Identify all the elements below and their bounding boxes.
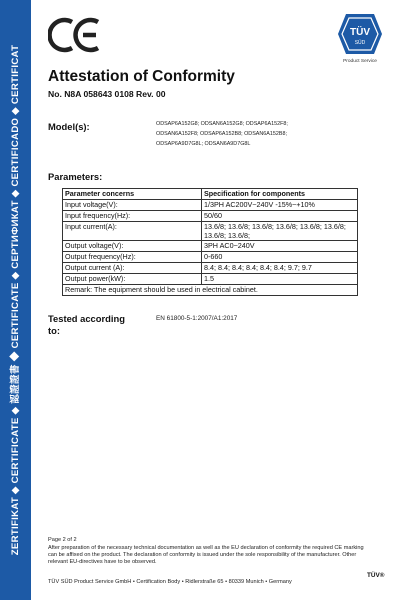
models-label: Model(s):: [48, 121, 90, 132]
tuv-logo-caption: Product Service: [343, 59, 377, 64]
model-item: ODSAP6A152B8;: [200, 131, 243, 137]
parameter-value-cell: 50/60: [202, 211, 358, 222]
parameters-label: Parameters:: [48, 171, 103, 182]
parameter-value-cell: 8.4; 8.4; 8.4; 8.4; 8.4; 8.4; 9.7; 9.7: [202, 263, 358, 274]
parameter-value-cell: 1.5: [202, 274, 358, 285]
table-row: [63, 274, 358, 285]
document-title: Attestation of Conformity: [48, 68, 235, 85]
table-row: [63, 222, 358, 241]
table-row: [63, 211, 358, 222]
parameter-name-cell: Input current(A):: [63, 222, 202, 241]
parameter-name-cell: Input voltage(V):: [63, 200, 202, 211]
footer-note: After preparation of the necessary technical documentation as well as the EU declaration of conformity the required CE marking can be affixed on the product. The declaration of conformity is issued under the sole responsibility of the manufacturer. Other relevant EU-directives have to be observed.: [48, 545, 364, 565]
model-item: ODSAP6A152G8;: [156, 121, 200, 127]
model-item: ODSAN6A152G8;: [200, 121, 245, 127]
parameter-name-cell: Output frequency(Hz):: [63, 252, 202, 263]
parameter-name-cell: Input frequency(Hz):: [63, 211, 202, 222]
parameter-value-cell: 3PH AC0~240V: [202, 241, 358, 252]
table-row: [63, 200, 358, 211]
tuv-sud-logo: [336, 12, 384, 56]
parameter-name-cell: Output current (A):: [63, 263, 202, 274]
tested-standard: EN 61800-5-1:2007/A1:2017: [156, 315, 238, 322]
table-row: [63, 263, 358, 274]
ce-mark-logo: [48, 16, 104, 54]
table-header-cell: Parameter concerns: [63, 189, 202, 200]
document-number: No. N8A 058643 0108 Rev. 00: [48, 89, 166, 99]
model-item: ODSAN6A152B8;: [244, 131, 287, 137]
tuv-logo-text: TÜV: [350, 27, 370, 38]
side-band-text: ZERTIFIKAT ◆ CERTIFICATE ◆ 認證證書 ◆ CERTIFICATE ◆ СЕРТИФИКАТ ◆ CERTIFICADO ◆ CERTIFICAT: [10, 44, 21, 556]
model-item: ODSAP6A9D7G8L;: [156, 141, 204, 147]
table-header-row: [63, 189, 358, 200]
model-item: ODSAN6A9D7G8L: [204, 141, 251, 147]
parameter-value-cell: 1/3PH AC200V~240V -15%~+10%: [202, 200, 358, 211]
certificate-side-band: [0, 0, 31, 600]
parameter-value-cell: 0-660: [202, 252, 358, 263]
remark-cell: Remark: The equipment should be used in electrical cabinet.: [63, 285, 358, 296]
page-number: Page 2 of 2: [48, 537, 77, 543]
parameter-name-cell: Output power(kW):: [63, 274, 202, 285]
table-row: [63, 252, 358, 263]
table-remark-row: [63, 285, 358, 296]
tuv-logo-subtext: SÜD: [354, 40, 366, 46]
model-item: ODSAN6A152F8;: [156, 131, 199, 137]
tested-according-label: Tested according to:: [48, 313, 125, 336]
footer-tuv-mark: TÜV®: [367, 572, 385, 579]
footer-address: TÜV SÜD Product Service GmbH • Certification Body • Ridlerstraße 65 • 80339 Munich • Germany: [48, 579, 292, 585]
parameter-value-cell: 13.6/8; 13.6/8; 13.6/8; 13.6/8; 13.6/8; 13.6/8; 13.6/8; 13.6/8;: [202, 222, 358, 241]
table-row: [63, 241, 358, 252]
table-header-cell: Specification for components: [202, 189, 358, 200]
parameter-name-cell: Output voltage(V):: [63, 241, 202, 252]
models-list: [156, 119, 388, 149]
model-item: ODSAP6A152F8;: [245, 121, 288, 127]
parameters-table: [62, 188, 358, 296]
